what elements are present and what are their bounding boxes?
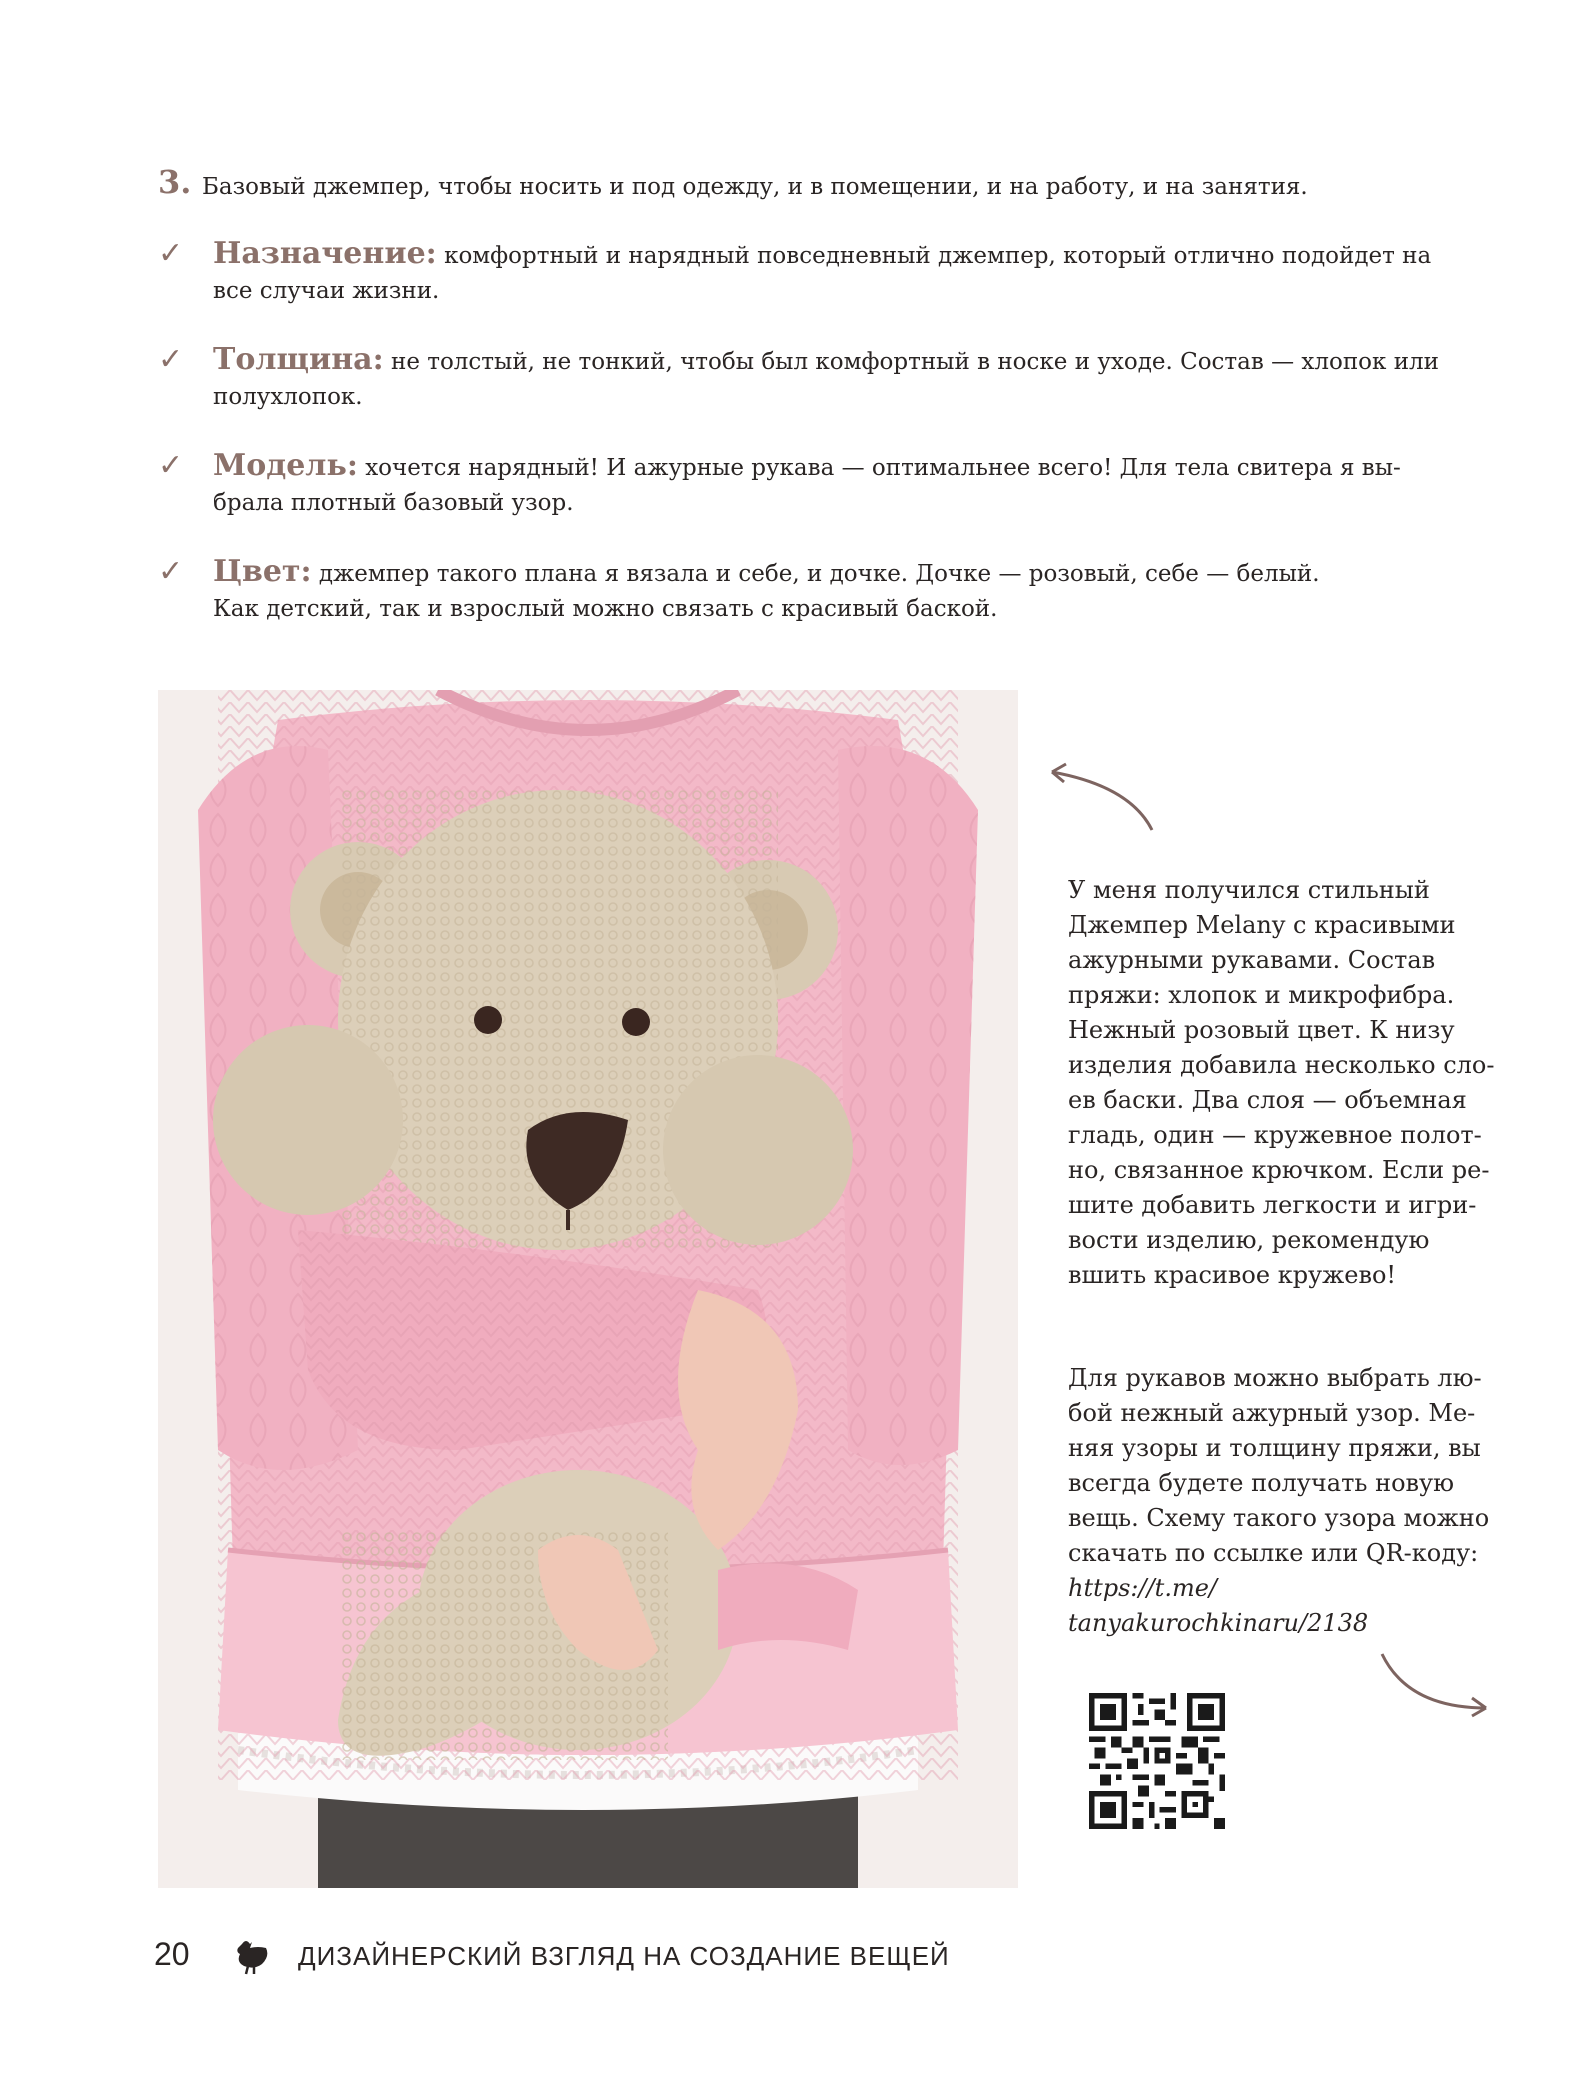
sidebar-line: изделия добавила несколько сло- bbox=[1068, 1051, 1495, 1079]
sidebar-line: Джемпер Melany с красивыми bbox=[1068, 911, 1456, 939]
item-text-continued: полухлопок. bbox=[213, 384, 363, 410]
pattern-link[interactable]: https://t.me/ bbox=[1068, 1574, 1218, 1602]
sidebar-line: Для рукавов можно выбрать лю- bbox=[1068, 1364, 1482, 1392]
item-label: Цвет: bbox=[213, 554, 312, 589]
item-text: джемпер такого плана я вязала и себе, и дочке. Дочке — розовый, себе — белый. bbox=[318, 561, 1320, 587]
item-text-continued: Как детский, так и взрослый можно связать с красивый баской. bbox=[213, 596, 998, 622]
item-label: Толщина: bbox=[213, 342, 384, 377]
sidebar-line: У меня получился стильный bbox=[1068, 876, 1430, 904]
checkmark-icon: ✓ bbox=[158, 448, 184, 483]
sidebar-line: ев баски. Два слоя — объемная bbox=[1068, 1086, 1467, 1114]
item-text: не толстый, не тонкий, чтобы был комфортный в носке и уходе. Состав — хлопок или bbox=[390, 349, 1439, 375]
pattern-link[interactable]: tanyakurochkinaru/2138 bbox=[1068, 1609, 1369, 1637]
intro-text: Базовый джемпер, чтобы носить и под одежду, и в помещении, и на работу, и на занятия. bbox=[202, 174, 1308, 200]
checkmark-icon: ✓ bbox=[158, 236, 184, 271]
sidebar-description bbox=[1068, 873, 1498, 1293]
checkmark-icon: ✓ bbox=[158, 554, 184, 589]
sidebar-line: вещь. Схему такого узора можно bbox=[1068, 1504, 1490, 1532]
sidebar-line: вости изделию, рекомендую bbox=[1068, 1226, 1430, 1254]
list-number: 3. bbox=[158, 163, 192, 201]
sidebar-tip bbox=[1068, 1361, 1498, 1641]
sidebar-line: ажурными рукавами. Состав bbox=[1068, 946, 1436, 974]
hen-icon bbox=[232, 1938, 272, 1976]
sidebar-line: вшить красивое кружево! bbox=[1068, 1261, 1397, 1289]
item-label: Назначение: bbox=[213, 236, 437, 271]
item-text-continued: брала плотный базовый узор. bbox=[213, 490, 574, 516]
curved-arrow-icon bbox=[1378, 1650, 1496, 1720]
sidebar-line: няя узоры и толщину пряжи, вы bbox=[1068, 1434, 1481, 1462]
product-photo bbox=[158, 690, 1018, 1888]
page-number: 20 bbox=[154, 1936, 190, 1972]
running-head: ДИЗАЙНЕРСКИЙ ВЗГЛЯД НА СОЗДАНИЕ ВЕЩЕЙ bbox=[298, 1941, 950, 1971]
sidebar-line: пряжи: хлопок и микрофибра. bbox=[1068, 981, 1455, 1009]
item-text-continued: все случаи жизни. bbox=[213, 278, 440, 304]
sidebar-line: бой нежный ажурный узор. Ме- bbox=[1068, 1399, 1476, 1427]
sidebar-line: скачать по ссылке или QR-коду: bbox=[1068, 1539, 1479, 1567]
item-label: Модель: bbox=[213, 448, 358, 483]
sidebar-line: гладь, один — кружевное полот- bbox=[1068, 1121, 1482, 1149]
sidebar-line: но, связанное крючком. Если ре- bbox=[1068, 1156, 1490, 1184]
checkmark-icon: ✓ bbox=[158, 342, 184, 377]
sidebar-line: шите добавить легкости и игри- bbox=[1068, 1191, 1477, 1219]
item-text: хочется нарядный! И ажурные рукава — оптимальнее всего! Для тела свитера я вы- bbox=[365, 455, 1401, 481]
qr-code-image[interactable] bbox=[1089, 1693, 1225, 1829]
sidebar-line: всегда будете получать новую bbox=[1068, 1469, 1455, 1497]
curved-arrow-icon bbox=[1040, 756, 1160, 836]
item-text: комфортный и нарядный повседневный джемпер, который отлично подойдет на bbox=[444, 243, 1432, 269]
sidebar-line: Нежный розовый цвет. К низу bbox=[1068, 1016, 1455, 1044]
